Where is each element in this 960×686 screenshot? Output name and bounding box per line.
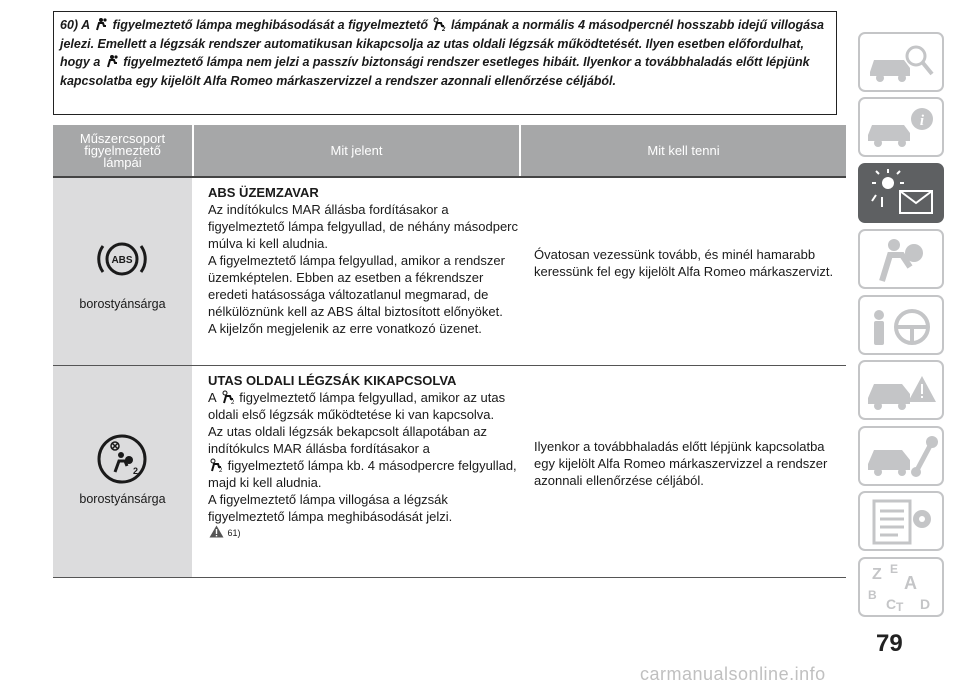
svg-text:A: A [904,573,917,593]
meaning-text: A figyelmeztető lámpa villogása a légzsák figyelmeztető lámpa meghibásodását jelzi. [208,492,453,524]
chapter-tab-car-search[interactable] [858,32,944,92]
note-text-2: figyelmeztető lámpa meghibásodását a figyelmeztető [112,18,428,32]
header-cell-meaning: Mit jelent [194,125,519,177]
svg-text:ABS: ABS [111,255,133,266]
row-divider [53,577,846,578]
meaning-text: Az utas oldali légzsák bekapcsolt állapotában az indítókulcs MAR állásba fordításakor a [208,424,487,456]
page-number: 79 [876,630,903,657]
svg-text:2: 2 [230,400,234,404]
svg-text:2: 2 [133,466,139,476]
lamp-color-label: borostyánsárga [79,492,166,506]
passenger-airbag-off-icon [93,430,151,488]
action-text: Ilyenkor a továbbhaladás előtt lépjünk kapcsolatba egy kijelölt Alfa Romeo márkaszervizzel a rendszer azonnali ellenőrzése céljából. [534,439,828,488]
meaning-text: 2 figyelmeztető lámpa kb. 4 másodpercre felgyullad, majd ki kell aludnia. [208,458,517,490]
lamp-color-label: borostyánsárga [79,297,166,311]
spec-list-gear-icon [860,493,942,549]
car-search-icon [860,34,942,90]
note-text-1: 60) A [60,18,90,32]
airbag-seat-icon [860,231,942,287]
chapter-tab-maintenance[interactable] [858,426,944,486]
airbag-off-icon [209,458,223,472]
chapter-tab-index[interactable] [858,557,944,617]
car-hazard-icon [860,362,942,418]
airbag-off-icon [432,17,446,31]
action-text: Óvatosan vezessünk tovább, és minél hamarabb keressünk fel egy kijelölt Alfa Romeo márkaszervizt. [534,247,834,279]
chapter-tab-starting-driving[interactable] [858,295,944,355]
car-wrench-icon [860,428,942,484]
svg-text:2: 2 [442,27,446,31]
meaning-cell [208,184,518,337]
chapter-tab-safety[interactable] [858,229,944,289]
fault-title: ABS ÜZEMZAVAR [208,185,319,200]
svg-text:2: 2 [219,468,223,472]
watermark: carmanualsonline.info [640,664,826,684]
row-icon-cell [53,178,192,365]
fault-title: UTAS OLDALI LÉGZSÁK KIKAPCSOLVA [208,373,457,388]
abs-warning-icon [93,230,151,288]
warning-light-mail-icon [860,165,942,221]
chapter-tab-technical-data[interactable] [858,491,944,551]
svg-text:B: B [868,588,877,602]
airbag-warning-icon [105,54,119,68]
row-icon-cell [53,366,192,577]
header-cell-lamps: Műszercsoport figyelmeztető lámpái [53,125,192,177]
airbag-off-icon [221,390,235,404]
header-cell-action: Mit kell tenni [521,125,846,177]
warning-triangle-icon [209,525,224,538]
meaning-cell [208,372,518,540]
chapter-tab-emergency[interactable] [858,360,944,420]
svg-text:C: C [886,596,897,612]
alphabet-index-icon [860,559,942,615]
svg-text:Z: Z [872,566,882,583]
meaning-text: Az indítókulcs MAR állásba fordításakor a figyelmeztető lámpa felgyullad, de néhány másodperc múlva ki kell aludnia. [208,202,519,251]
svg-text:T: T [896,600,904,614]
meaning-text: A 2 figyelmeztető lámpa felgyullad, amikor az utas oldali első légzsák működtetése ki van kapcsolva. [208,390,506,422]
key-steering-wheel-icon [860,297,942,353]
car-info-icon [860,99,942,155]
warning-note [53,11,837,115]
note-text-3: lámpának a normális 4 másodpercnél hosszabb idejű villogása jelezi. Emellett a légzsák rendszer automatikusan kikapcsolja az utas oldali légzsák működtetését. Ilyen esetben előfordulhat, hogy a [60,18,824,69]
chapter-tab-warning-lights[interactable] [858,163,944,223]
footnote-ref: 61) [208,525,518,540]
note-text-4: figyelmeztető lámpa nem jelzi a passzív biztonsági rendszer esetleges hibáit. Ilyenkor a továbbhaladás előtt lépjünk kapcsolatba egy kijelölt Alfa Romeo márkaszervizzel a rendszer azonnali ellenőrzése céljából. [60,55,810,88]
svg-text:i: i [919,113,925,129]
chapter-tab-car-info[interactable] [858,97,944,157]
airbag-warning-icon [94,17,108,31]
svg-text:E: E [890,562,899,576]
meaning-text: A figyelmeztető lámpa felgyullad, amikor a rendszer üzemképtelen. Ebben az esetben a fékrendszer eredeti hatásossága változatlanul megmarad, de nélkülöznünk kell az ABS által biztosított előnyöket. [208,253,505,319]
svg-text:D: D [920,596,931,612]
meaning-text: A kijelzőn megjelenik az erre vonatkozó üzenet. [208,321,482,336]
